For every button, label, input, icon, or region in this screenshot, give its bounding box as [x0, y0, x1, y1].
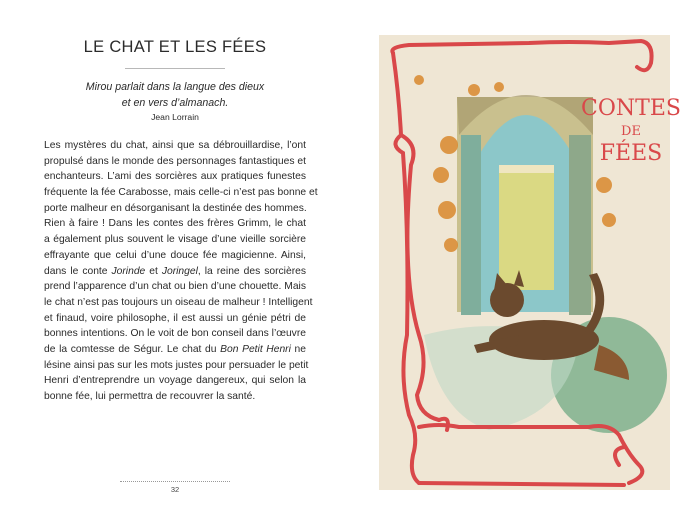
body-text-segment: et finaud, voire philosophe, il est aussi un génie pétri de	[44, 312, 306, 324]
body-text-segment: porte malheur en désorganisant la destinée des hommes.	[44, 202, 307, 214]
body-line	[44, 169, 306, 185]
fairy-tale-postcard-illustration	[379, 35, 681, 490]
body-text-segment: lésine ainsi pas sur les mots justes pour persuader le petit	[44, 359, 309, 371]
body-text-segment: et	[145, 265, 162, 277]
italic-title-text: Jorinde	[111, 265, 146, 277]
body-line	[44, 185, 318, 201]
body-line	[44, 342, 306, 358]
body-line	[44, 154, 306, 170]
italic-title-text: Bon Petit Henri	[220, 343, 291, 355]
body-line	[44, 373, 306, 389]
body-text-segment: fréquente la fée Carabosse, mais celle-ci n’est pas bonne et	[44, 187, 318, 199]
body-text-segment: effrayante que celui d’une douce fée magicienne. Ainsi,	[44, 249, 306, 261]
page-number: 32	[170, 485, 180, 494]
body-text-segment: ne	[290, 343, 306, 355]
epigraph-line: Mirou parlait dans la langue des dieux	[85, 81, 265, 93]
body-text-segment: a également plus souvent le visage d’une vieille sorcière	[44, 234, 306, 246]
body-line	[44, 295, 313, 311]
body-text-segment: Les mystères du chat, ainsi que sa débrouillardise, l’ont	[44, 140, 306, 151]
lettering-de: DE	[621, 124, 641, 139]
body-line	[44, 216, 306, 232]
body-line	[44, 264, 306, 280]
body-line	[44, 326, 306, 342]
body-text-segment: , la reine des sorcières	[197, 265, 306, 277]
body-text-segment: dans le conte	[44, 265, 112, 277]
body-text-segment: Rien à faire ! Dans les contes des frères Grimm, le chat	[44, 218, 306, 230]
body-text-segment: Henri d’entreprendre un voyage dangereux, qui selon la	[44, 375, 306, 387]
postcard-artwork	[379, 35, 681, 490]
epigraph-author: Jean Lorrain	[151, 112, 199, 122]
body-line	[44, 311, 306, 327]
body-text-segment: de la comtesse de Ségur. Le chat du	[44, 343, 221, 355]
title-divider	[125, 68, 225, 69]
body-line	[44, 279, 306, 295]
body-line	[44, 232, 306, 248]
body-text-segment: le chat n’est pas toujours un oiseau de malheur ! Intelligent	[44, 296, 313, 308]
body-line	[44, 358, 309, 374]
body-text-segment: enchanteurs. L’ami des sorcières aux pratiques funestes	[44, 171, 306, 183]
body-line	[44, 201, 306, 217]
lettering-fees: FÉES	[599, 141, 663, 166]
body-text-segment: bonne fée, lui permettra de recouvrer la santé.	[44, 391, 256, 402]
body-line	[44, 389, 306, 405]
epigraph	[44, 80, 306, 111]
footer-divider	[120, 481, 230, 482]
body-line	[44, 138, 306, 154]
epigraph-line: et en vers d’almanach.	[121, 96, 229, 109]
body-text-segment: bonnes intentions. On le voit de bon conseil dans l’œuvre	[44, 328, 306, 340]
body-line	[44, 248, 306, 264]
italic-title-text: Joringel	[161, 265, 198, 277]
chapter-title: LE CHAT ET LES FÉES	[83, 38, 267, 56]
body-text-segment: propulsé dans le monde des personnages fantastiques et	[44, 155, 306, 167]
body-text-segment: prend l’apparence d’un chat ou bien d’une chouette. Mais	[44, 281, 306, 293]
body-text	[44, 138, 318, 405]
lettering-contes: CONTES	[581, 96, 681, 121]
